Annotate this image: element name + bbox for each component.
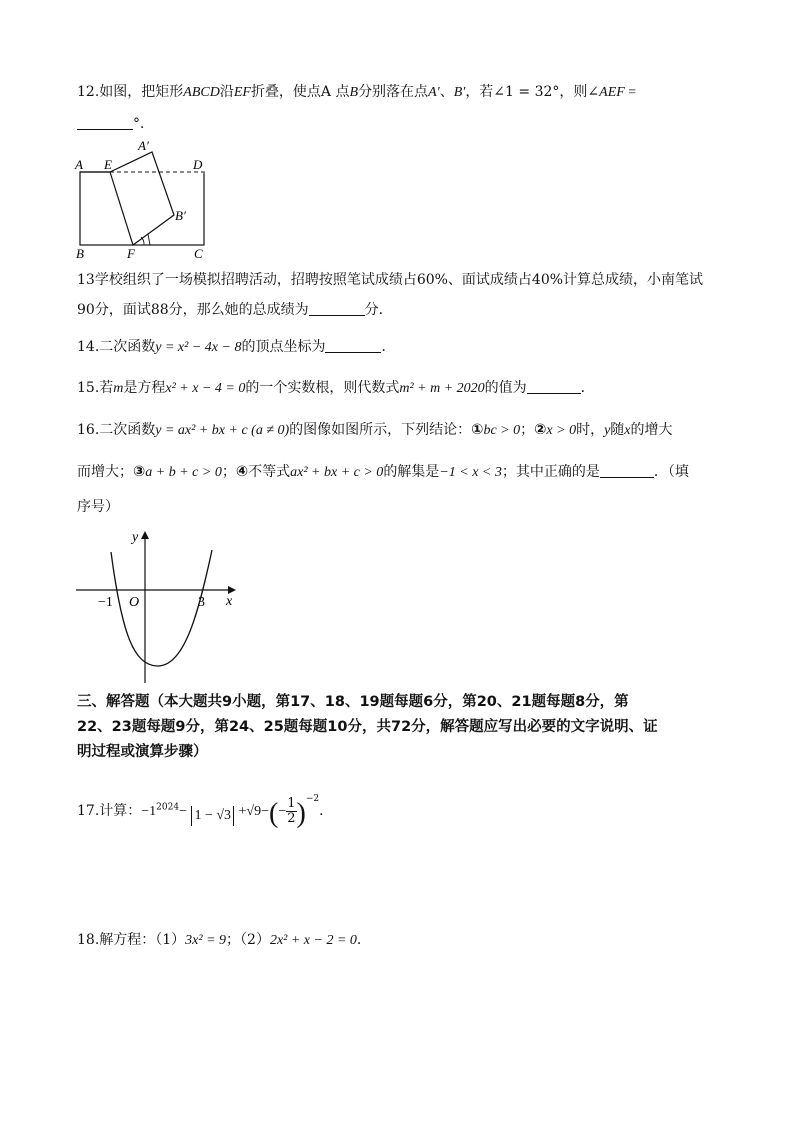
label-A-prime: A′ [138, 138, 149, 153]
label-E: E [104, 157, 112, 172]
answer-blank[interactable] [77, 115, 133, 130]
label-B: B [76, 246, 84, 261]
q13-line1: 13学校组织了一场模拟招聘活动，招聘按照笔试成绩占60%、面试成绩占40%计算总成绩，小南笔试 [77, 272, 704, 288]
q14-formula: y = x² − 4x − 8 [155, 340, 242, 355]
q12-line1: 12.如图，把矩形ABCD沿EF折叠，使点A 点B分别落在点A′、B′，若∠1 = 32°，则∠AEF = [77, 84, 637, 100]
tick-three: 3 [198, 595, 205, 610]
tick-neg-one: −1 [98, 595, 113, 610]
q13-line2: 90分，面试88分，那么她的总成绩为 分． [77, 302, 393, 318]
answer-blank[interactable] [309, 301, 365, 316]
section3-line3: 明过程或演算步骤） [77, 744, 208, 760]
y-axis-label: y [132, 530, 139, 545]
q17-line: 17.计算：$-1^{2024}- 1 - √3 +√9-(-$ $\frac{1}{2}$ )$^{-2}$． [77, 794, 334, 829]
answer-blank[interactable] [325, 338, 381, 353]
folded-quadrilateral [110, 152, 174, 245]
label-C: C [194, 246, 203, 261]
y-axis-arrow [141, 531, 149, 539]
answer-blank[interactable] [527, 379, 581, 394]
fraction-half: $\frac{1}{2}$ [287, 795, 296, 826]
q16-parabola-graph [74, 525, 244, 685]
answer-blank[interactable] [600, 463, 654, 478]
q16-line1: 16.二次函数y = ax² + bx + c (a ≠ 0)的图像如图所示，下列结论：①bc > 0；②x > 0时，y随x的增大 [77, 422, 673, 438]
q16-line3: 序号） [77, 499, 119, 515]
parabola-curve [111, 550, 212, 666]
x-axis-arrow [228, 586, 236, 594]
label-A: A [75, 157, 83, 172]
label-F: F [127, 246, 135, 261]
q12-figure [70, 138, 220, 263]
q14-line: 14.二次函数y = x² − 4x − 8的顶点坐标为 ． [77, 339, 396, 355]
x-axis-label: x [226, 594, 233, 609]
q15-line: 15.若m是方程x² + x − 4 = 0的一个实数根，则代数式m² + m + 2020的值为 ． [77, 380, 595, 396]
abs-value: 1 − √3 [191, 806, 234, 826]
q18-line: 18.解方程：（1）3x² = 9；（2）2x² + x − 2 = 0． [77, 932, 371, 948]
label-B-prime: B′ [175, 208, 186, 223]
origin-label: O [129, 595, 140, 610]
section3-line1: 三、解答题（本大题共9小题，第17、18、19题每题6分，第20、21题每题8分，第 [77, 694, 629, 710]
label-D: D [193, 157, 203, 172]
q16-line2: 而增大；③a + b + c > 0；④不等式ax² + bx + c > 0的解集是−1 < x < 3；其中正确的是 ．（填 [77, 464, 689, 480]
q12-line2: °． [77, 114, 154, 134]
section3-line2: 22、23题每题9分，第24、25题每题10分，共72分，解答题应写出必要的文字说明、证 [77, 719, 658, 735]
